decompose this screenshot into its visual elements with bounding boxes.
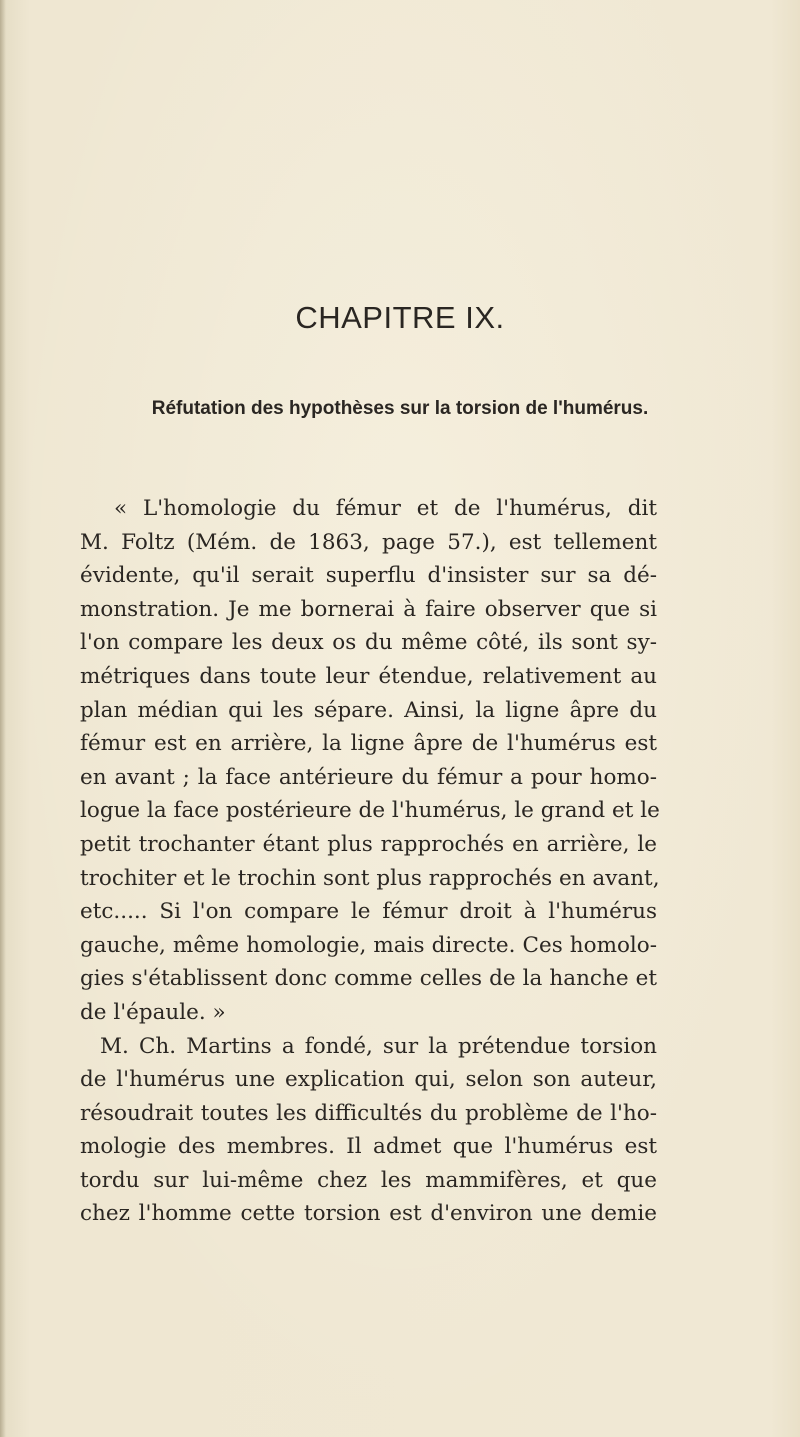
text-line: M. Ch. Martins a fondé, sur la prétendue torsion xyxy=(100,1033,657,1059)
text-line: monstration. Je me bornerai à faire observer que si xyxy=(80,596,657,622)
text-line: « L'homologie du fémur et de l'humérus, dit xyxy=(114,496,657,521)
text-line: chez l'homme cette torsion est d'environ une demie xyxy=(80,1201,657,1227)
body-text xyxy=(80,492,660,1231)
chapter-title: CHAPITRE IX. xyxy=(295,300,505,335)
text-line: tordu sur lui-même chez les mammifères, et que xyxy=(80,1167,657,1193)
text-line: petit trochanter étant plus rapprochés en arrière, le xyxy=(80,831,657,857)
text-line: métriques dans toute leur étendue, relativement au xyxy=(80,663,657,689)
text-line: etc..... Si l'on compare le fémur droit à l'humérus xyxy=(80,899,657,925)
chapter-subtitle: Réfutation des hypothèses sur la torsion de l'humérus. xyxy=(151,398,649,419)
text-line: plan médian qui les sépare. Ainsi, la ligne âpre du xyxy=(80,697,657,723)
text-line: de l'épaule. » xyxy=(80,999,226,1025)
text-line: fémur est en arrière, la ligne âpre de l'humérus est xyxy=(80,731,657,757)
text-line: l'on compare les deux os du même côté, ils sont sy- xyxy=(80,630,657,656)
text-line: gies s'établissent donc comme celles de la hanche et xyxy=(80,966,657,992)
page-spine-shadow xyxy=(0,0,6,1437)
text-line: résoudrait toutes les difficultés du problème de l'ho- xyxy=(80,1100,657,1126)
text-line: M. Foltz (Mém. de 1863, page 57.), est tellement xyxy=(80,529,657,555)
text-line: logue la face postérieure de l'humérus, le grand et le xyxy=(80,798,660,824)
text-line: trochiter et le trochin sont plus rapprochés en avant, xyxy=(80,865,660,891)
text-line: évidente, qu'il serait superflu d'insister sur sa dé- xyxy=(80,563,657,589)
text-line: de l'humérus une explication qui, selon son auteur, xyxy=(80,1067,657,1093)
text-line: gauche, même homologie, mais directe. Ces homolo- xyxy=(80,932,657,958)
text-line: en avant ; la face antérieure du fémur a pour homo- xyxy=(80,764,657,790)
text-line: mologie des membres. Il admet que l'humérus est xyxy=(80,1134,657,1160)
